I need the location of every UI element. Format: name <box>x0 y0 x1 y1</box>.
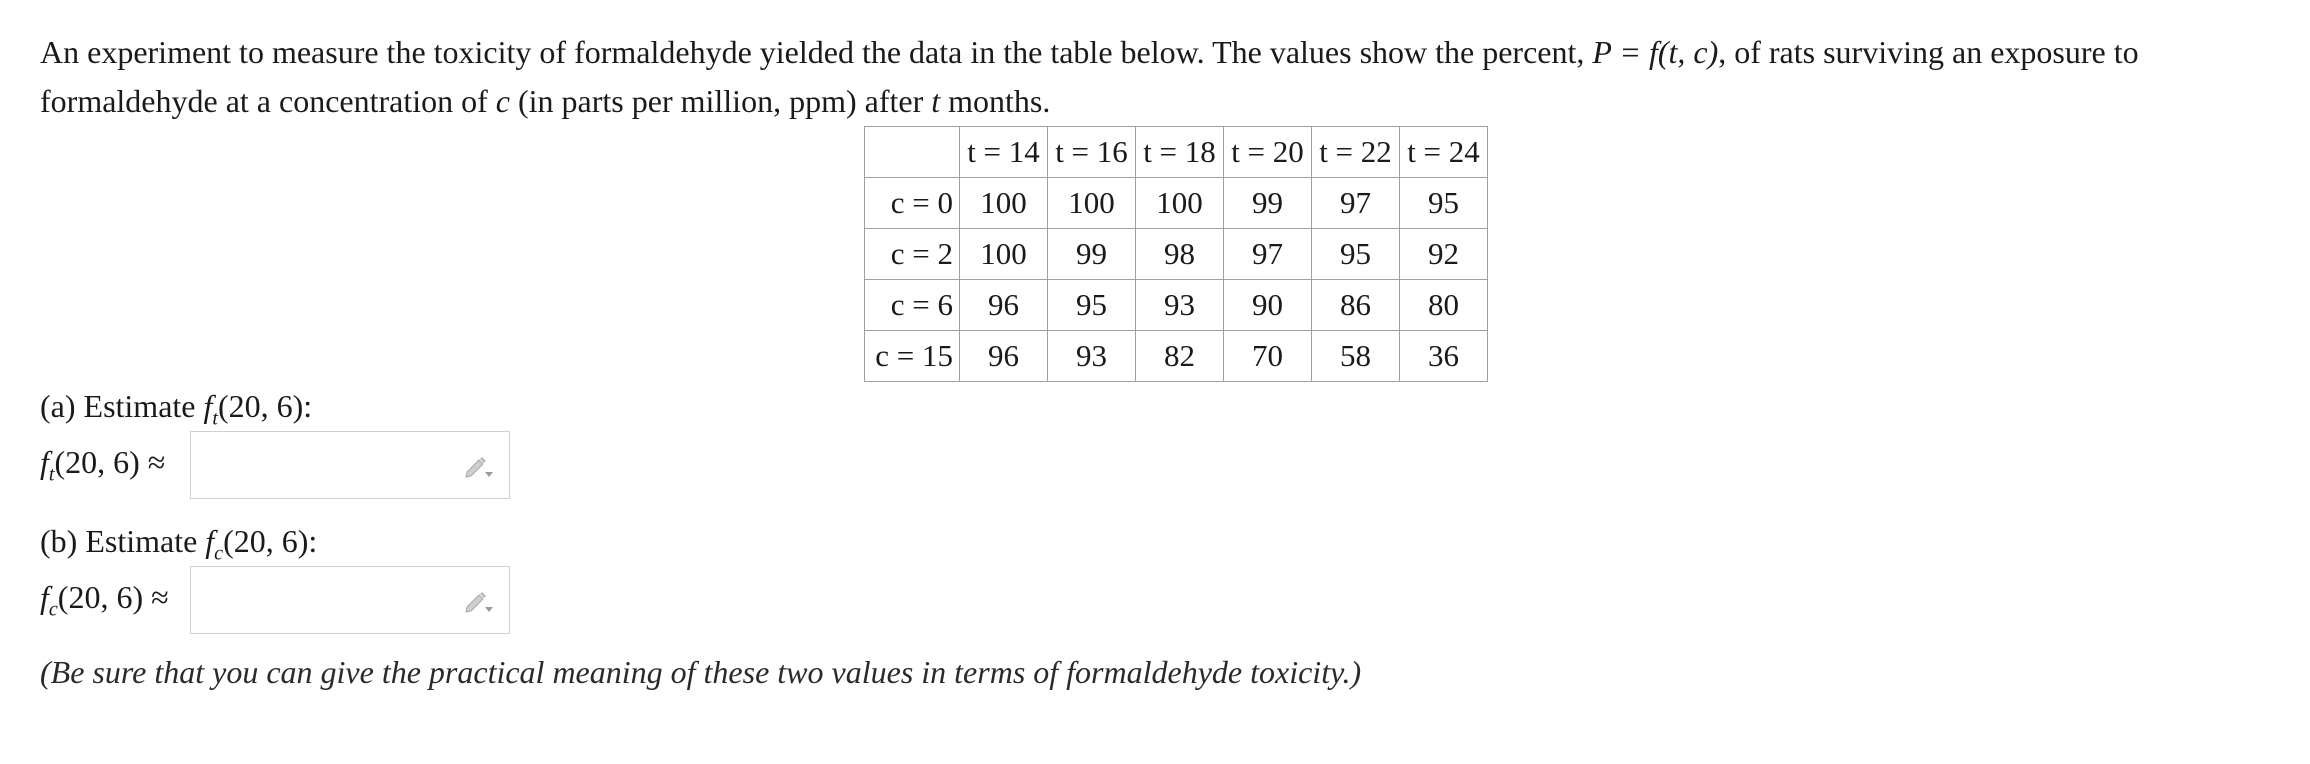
part-b-input[interactable] <box>191 567 463 635</box>
table-cell: 70 <box>1224 331 1312 382</box>
table-cell: 93 <box>1048 331 1136 382</box>
table-cell: 97 <box>1224 229 1312 280</box>
table-cell: 100 <box>960 178 1048 229</box>
table-row <box>865 178 1488 229</box>
part-a-lhs <box>40 444 190 486</box>
problem-intro <box>40 28 2280 126</box>
table-cell: 97 <box>1312 178 1400 229</box>
intro-text-2: , of rats surviving an exposure to formaldehyde at a concentration of <box>40 34 2139 119</box>
practical-meaning-note: (Be sure that you can give the practical meaning of these two values in terms of formaldehyde toxicity.) <box>40 654 1362 690</box>
part-b-answer-row <box>40 565 510 635</box>
table-col-header: t = 16 <box>1048 127 1136 178</box>
intro-var-c: c <box>495 83 510 119</box>
table-row-header: c = 6 <box>865 280 960 331</box>
table-corner-cell <box>865 127 960 178</box>
part-a-answer-row <box>40 430 510 500</box>
table-cell: 58 <box>1312 331 1400 382</box>
table-cell: 86 <box>1312 280 1400 331</box>
table-cell: 99 <box>1224 178 1312 229</box>
table-row <box>865 229 1488 280</box>
table-cell: 96 <box>960 331 1048 382</box>
part-b-prefix: (b) Estimate <box>40 523 206 559</box>
table-cell: 92 <box>1400 229 1488 280</box>
part-b-lhs <box>40 579 190 621</box>
table-row <box>865 331 1488 382</box>
part-b-args: (20, 6): <box>223 523 318 559</box>
part-b-lhs-fn: f <box>40 578 49 615</box>
part-a-lhs-fn: f <box>40 443 49 480</box>
table-col-header: t = 24 <box>1400 127 1488 178</box>
table-col-header: t = 18 <box>1136 127 1224 178</box>
pencil-icon[interactable] <box>463 452 495 480</box>
intro-var-t: t <box>931 83 941 119</box>
part-b-lhs-args: (20, 6) ≈ <box>57 578 169 615</box>
part-b-lhs-sub: c <box>48 598 58 621</box>
table-row <box>865 280 1488 331</box>
table-cell: 100 <box>960 229 1048 280</box>
table-cell: 95 <box>1048 280 1136 331</box>
table-cell: 100 <box>1136 178 1224 229</box>
intro-text-3: (in parts per million, ppm) after <box>510 83 932 119</box>
part-a-lhs-sub: t <box>48 463 55 486</box>
intro-text-4: months. <box>940 83 1051 119</box>
pencil-icon[interactable] <box>463 587 495 615</box>
table-row-header: c = 15 <box>865 331 960 382</box>
part-b-sub: c <box>214 542 224 565</box>
table-cell: 93 <box>1136 280 1224 331</box>
part-a-answer-box[interactable] <box>190 431 510 499</box>
table-col-header: t = 22 <box>1312 127 1400 178</box>
table-cell: 90 <box>1224 280 1312 331</box>
part-a-fn: f <box>203 388 213 424</box>
table-row-header: c = 2 <box>865 229 960 280</box>
table-cell: 99 <box>1048 229 1136 280</box>
part-b-answer-box[interactable] <box>190 566 510 634</box>
table-cell: 36 <box>1400 331 1488 382</box>
table-cell: 100 <box>1048 178 1136 229</box>
table-col-header: t = 14 <box>960 127 1048 178</box>
intro-text-1: An experiment to measure the toxicity of formaldehyde yielded the data in the table below. The values show the percent, <box>40 34 1593 70</box>
intro-formula: P = f(t, c) <box>1592 34 1719 70</box>
table-cell: 98 <box>1136 229 1224 280</box>
part-b-fn: f <box>205 523 215 559</box>
table-cell: 96 <box>960 280 1048 331</box>
part-a-input[interactable] <box>191 432 463 500</box>
table-cell: 95 <box>1400 178 1488 229</box>
table-row-header: c = 0 <box>865 178 960 229</box>
data-table <box>864 126 1488 382</box>
table-cell: 95 <box>1312 229 1400 280</box>
table-cell: 80 <box>1400 280 1488 331</box>
part-a-args: (20, 6): <box>217 388 313 424</box>
part-a-lhs-args: (20, 6) ≈ <box>54 443 166 480</box>
part-a-sub: t <box>212 407 218 430</box>
table-col-header: t = 20 <box>1224 127 1312 178</box>
part-a-prefix: (a) Estimate <box>40 388 204 424</box>
table-header-row <box>865 127 1488 178</box>
table-cell: 82 <box>1136 331 1224 382</box>
